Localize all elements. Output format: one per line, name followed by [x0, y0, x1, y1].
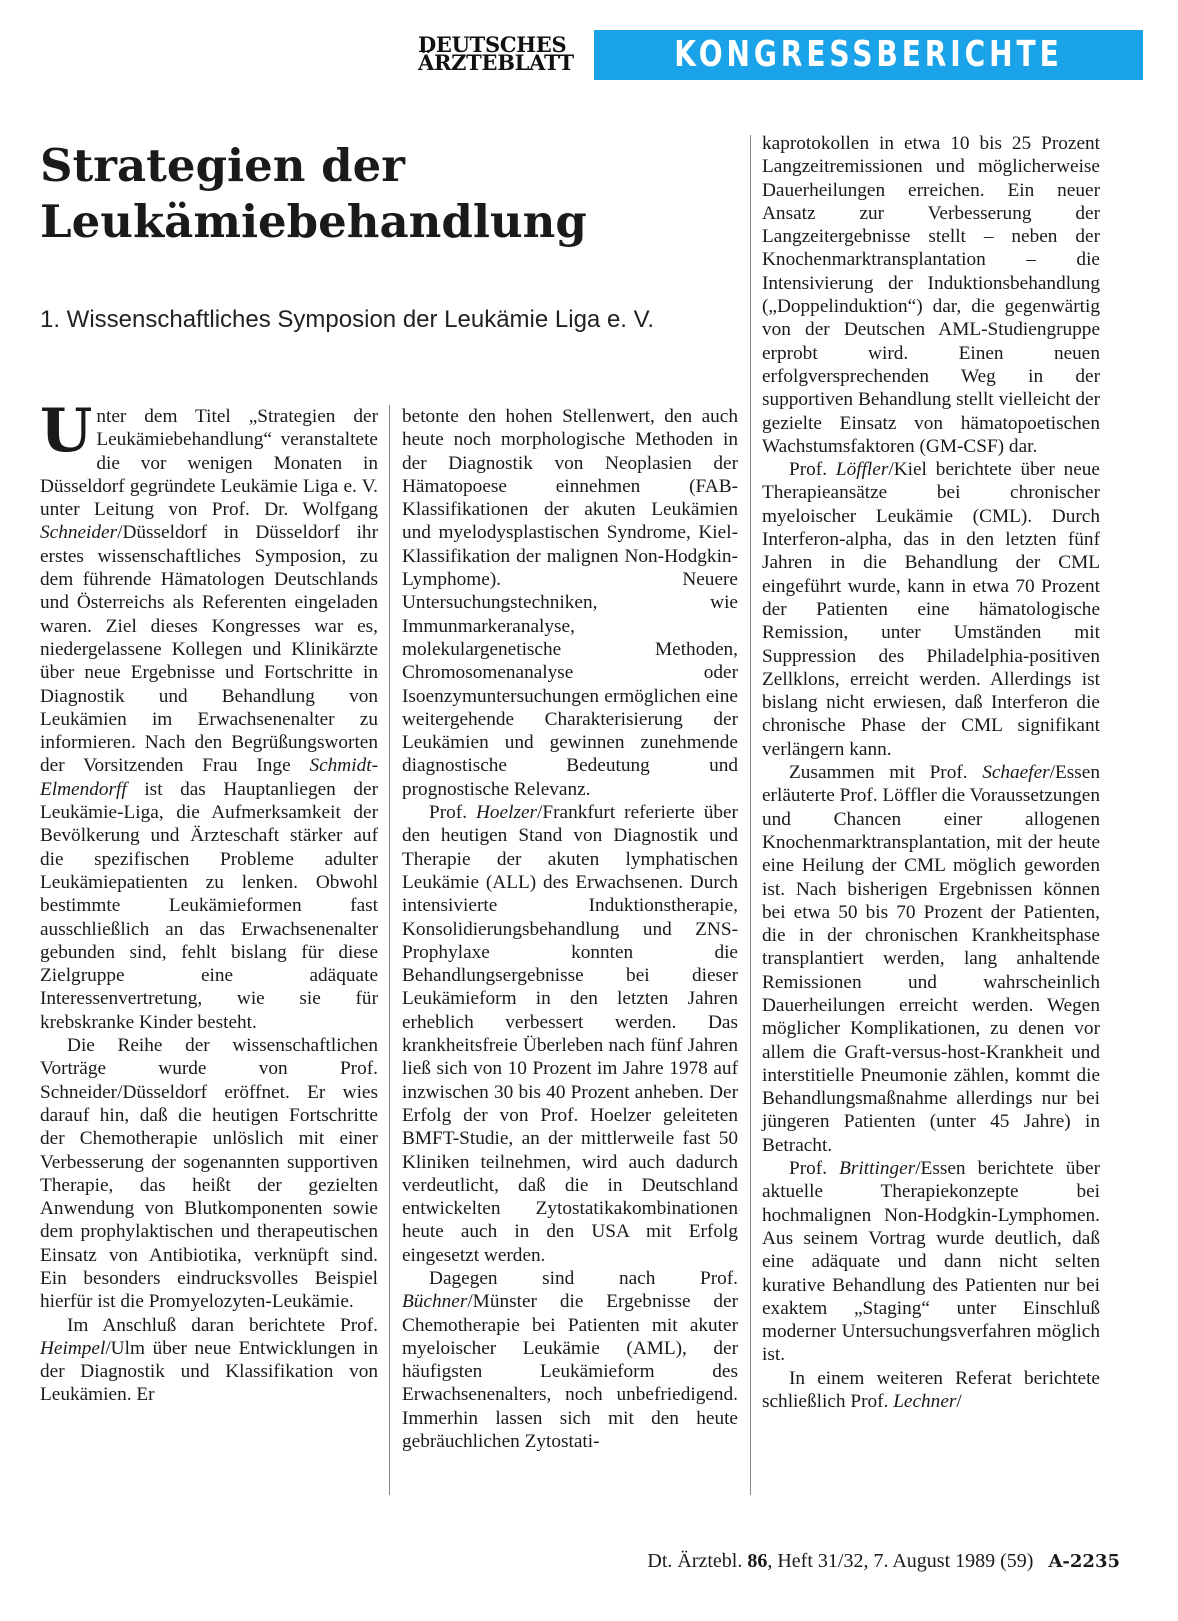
paragraph	[40, 396, 378, 1034]
text-run: Dagegen sind nach Prof.	[429, 1267, 738, 1289]
journal-abbreviation: Dt. Ärztebl.	[647, 1550, 743, 1572]
text-run: ist das Hauptanliegen der Leukämie-Liga, die Aufmerksamkeit der Bevölkerung und Ärzteschaft stärker auf die spezifischen Probleme adulter Leukämiepatienten zu lenken. Obwohl bestimmte Leukämieformen fast ausschließlich an das Erwachsenenalter gebunden sind, fehlt bislang für diese Zielgruppe eine adäquate Interessenvertretung, wie sie für krebskranke Kinder besteht.	[40, 778, 378, 1033]
text-run: /Essen erläuterte Prof. Löffler die Voraussetzungen und Chancen einer allogenen Knochenmarktransplantation, mit der heute eine Heilung der CML möglich geworden ist. Nach bisherigen Ergebnissen können bei etwa 50 bis 70 Prozent der Patienten, die in der chronischen Krankheitsphase transplantiert werden, lang anhaltende Remissionen und wahrscheinlich Dauerheilungen erreicht werden. Wegen möglicher Komplikationen, zu denen vor allem die Graft-versus-host-Krankheit und interstitielle Pneumonie zählen, kommt die Behandlungsmaßnahme allerdings nur bei jüngeren Patienten (unter 45 Jahre) in Betracht.	[762, 762, 1100, 1156]
paragraph	[762, 761, 1100, 1157]
person-name: Hoelzer	[475, 802, 538, 824]
text-column-1	[40, 396, 378, 1407]
article-subtitle: 1. Wissenschaftliches Symposion der Leukämie Liga e. V.	[40, 306, 655, 333]
text-run: /Frankfurt referierte über den heutigen Stand von Diagnostik und Therapie der akuten lymphatischen Leukämie (ALL) des Erwachsenen. Durch intensivierte Induktionstherapie, Konsolidierungsbehandlung und ZNS-Prophylaxe konnten die Behandlungsergebnisse bei dieser Leukämieform in den letzten Jahren erheblich verbessert werden. Das krankheitsfreie Überleben nach fünf Jahren ließ sich von 10 Prozent im Jahre 1978 auf inzwischen 30 bis 40 Prozent anheben. Der Erfolg der von Prof. Hoelzer geleiteten BMFT-Studie, an der mittlerweile fast 50 Kliniken teilnehmen, wird auch dadurch verdeutlicht, daß die in Deutschland entwickelten Zytostatikakombinationen heute auch in den USA mit Erfolg eingesetzt werden.	[402, 802, 738, 1266]
journal-name-line1: DEUTSCHES	[418, 32, 567, 57]
column-divider	[750, 135, 751, 1495]
person-name: Schmidt-Elmendorff	[40, 755, 378, 800]
page-footer	[560, 1548, 1120, 1575]
text-run: Zusammen mit Prof.	[789, 762, 983, 784]
paragraph	[762, 1157, 1100, 1367]
text-run: /Ulm über neue Entwicklungen in der Diagnostik und Klassifikation von Leukämien. Er	[40, 1337, 378, 1406]
text-run: /Kiel berichtete über neue Therapieansätze bei chronischer myeloischer Leukämie (CML). Durch Interferon-alpha, das in den letzten fünf Jahren in die Behandlung der CML eingeführt wurde, kann in etwa 70 Prozent der Patienten eine hämatologische Remission, unter Umständen mit Suppression des Philadelphia-positiven Zellklons, erreicht werden. Allerdings ist bislang nicht erwiesen, daß Interferon die chronische Phase der CML signifikant verlängern kann.	[762, 459, 1100, 760]
person-name: Löffler	[835, 459, 889, 481]
section-banner	[594, 30, 1143, 80]
text-run: /	[956, 1391, 962, 1413]
column-divider	[389, 405, 390, 1495]
paragraph: Die Reihe der wissenschaftlichen Vorträge wurde von Prof. Schneider/Düsseldorf eröffnet. Er wies darauf hin, daß die heutigen Fortschritte der Chemotherapie unlöslich mit einer Verbesserung der sogenannten supportiven Therapie, das heißt der gezielten Anwendung von Blutkomponenten sowie dem prophylaktischen und therapeutischen Einsatz von Antibiotika, verknüpft sind. Ein besonders eindrucksvolles Beispiel hierfür ist die Promyelozyten-Leukämie.	[40, 1035, 378, 1313]
paragraph	[762, 458, 1100, 761]
person-name: Lechner	[893, 1391, 957, 1413]
volume-number: 86	[747, 1550, 768, 1572]
issue-info: , Heft 31/32, 7. August 1989 (59)	[767, 1550, 1034, 1572]
page-number: A-2235	[1048, 1551, 1120, 1572]
text-column-3	[762, 132, 1100, 1413]
journal-logo	[418, 32, 588, 75]
text-column-2	[402, 405, 738, 1453]
text-run: Prof.	[789, 1158, 840, 1180]
journal-name-line2: ÄRZTEBLATT	[418, 50, 574, 75]
person-name: Schaefer	[982, 762, 1050, 784]
person-name: Brittinger	[839, 1158, 916, 1180]
article-title: Strategien der Leukämiebehandlung	[40, 139, 587, 248]
text-run: /Münster die Ergebnisse der Chemotherapie bei Patienten mit akuter myeloischer Leukämie (AML), der häufigsten Leukämieform des Erwachsenenalters, noch unbefriedigend. Immerhin lassen sich mit den heute gebräuchlichen Zytostati-	[402, 1291, 738, 1453]
text-run: Prof.	[789, 459, 836, 481]
text-run: /Düsseldorf in Düsseldorf ihr erstes wissenschaftliches Symposion, zu dem führende Hämatologen Deutschlands und Österreichs als Referenten eingeladen waren. Ziel dieses Kongresses war es, niedergelassene Kollegen und Klinikärzte über neue Ergebnisse und Fortschritte in Diagnostik und Behandlung von Leukämien im Erwachsenenalter zu informieren. Nach den Begrüßungsworten der Vorsitzenden Frau Inge	[40, 522, 378, 777]
text-run: nter dem Titel „Strategien der Leukämiebehandlung“ veranstaltete die vor wenigen Monaten in Düsseldorf gegründete Leukämie Liga e. V. unter Leitung von Prof. Dr. Wolfgang	[40, 406, 378, 521]
text-run: Prof.	[429, 802, 476, 824]
person-name: Büchner	[402, 1291, 468, 1313]
paragraph: kaprotokollen in etwa 10 bis 25 Prozent Langzeitremissionen und möglicherweise Dauerheilungen erreichen. Ein neuer Ansatz zur Verbesserung der Langzeitergebnisse stellt – neben der Knochenmarktransplantation – die Intensivierung der Induktionsbehandlung („Doppelinduktion“) dar, die gegenwärtig von der Deutschen AML-Studiengruppe erprobt wird. Einen neuen erfolgversprechenden Weg in der supportiven Behandlung stellt vielleicht der gezielte Einsatz von hämatopoetischen Wachstumsfaktoren (GM-CSF) dar.	[762, 133, 1100, 457]
paragraph	[402, 1267, 738, 1453]
drop-cap: U	[40, 396, 93, 466]
paragraph	[402, 801, 738, 1267]
paragraph	[762, 1367, 1100, 1414]
masthead	[418, 30, 1143, 80]
person-name: Schneider	[40, 522, 118, 544]
paragraph	[40, 1314, 378, 1407]
text-run: Im Anschluß daran berichtete Prof.	[67, 1314, 378, 1336]
person-name: Heimpel	[40, 1337, 106, 1359]
text-run: /Essen berichtete über aktuelle Therapiekonzepte bei hochmalignen Non-Hodgkin-Lymphomen. Aus seinem Vortrag wurde deutlich, daß eine adäquate und dann nicht selten kurative Behandlung des Patienten nur bei exaktem „Staging“ unter Einschluß moderner Untersuchungsverfahren möglich ist.	[762, 1158, 1100, 1366]
paragraph: betonte den hohen Stellenwert, den auch heute noch morphologische Methoden in der Diagnostik von Neoplasien der Hämatopoese einnehmen (FAB-Klassifikationen der akuten Leukämien und myelodysplastischen Syndrome, Kiel-Klassifikation der malignen Non-Hodgkin-Lymphome). Neuere Untersuchungstechniken, wie Immunmarkeranalyse, molekulargenetische Methoden, Chromosomenanalyse oder Isoenzymuntersuchungen ermöglichen eine weitergehende Charakterisierung der Leukämien und gewinnen zunehmende diagnostische Bedeutung und prognostische Relevanz.	[402, 406, 738, 800]
section-title: KONGRESSBERICHTE	[674, 34, 1063, 75]
text-run: In einem weiteren Referat berichtete schließlich Prof.	[762, 1367, 1100, 1413]
